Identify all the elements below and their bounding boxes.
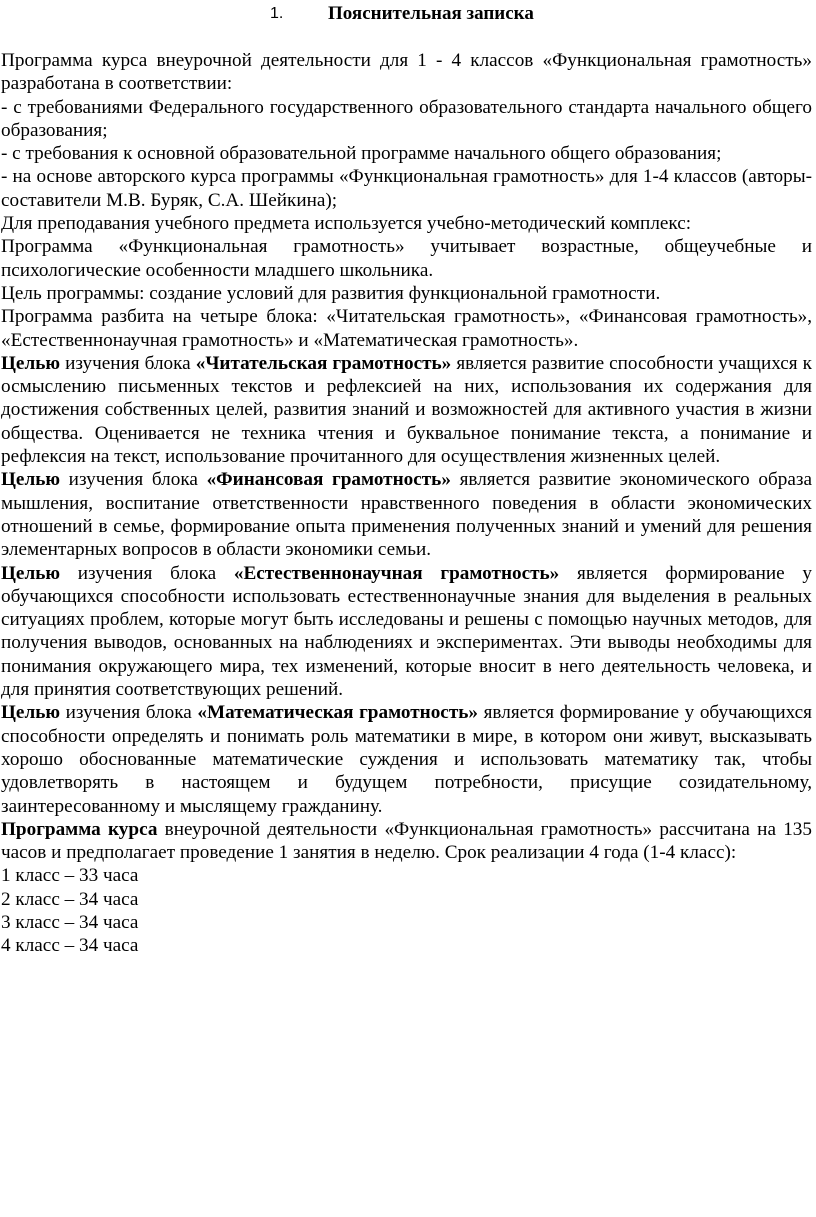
goal-block-name: «Читательская грамотность» bbox=[195, 352, 452, 374]
goal-paragraph-math bbox=[1, 701, 812, 817]
page-title: Пояснительная записка bbox=[328, 3, 534, 24]
hours-line: 3 класс – 34 часа bbox=[1, 911, 139, 933]
goal-text: является развитие экономического образа мышления, воспитание ответственности нравственного поведения в области экономических отношений в семье, формирование опыта применения полученных знаний и умений для решения элементарных вопросов в области экономики семьи. bbox=[1, 469, 812, 561]
goal-block-name: «Естественнонаучная грамотность» bbox=[233, 562, 560, 584]
goal-text: является формирование у обучающихся способности определять и понимать роль математики в мире, в котором они живут, высказывать хорошо обоснованные математические суждения и использовать математику так, чтобы удовлетворять в настоящем и будущем потребности, присущие созидательному, заинтересованному и мыслящему гражданину. bbox=[1, 702, 812, 817]
section-heading bbox=[0, 2, 816, 26]
hours-line: 2 класс – 34 часа bbox=[1, 888, 139, 910]
goal-paragraph-financial bbox=[1, 468, 812, 561]
intro-paragraph: Для преподавания учебного предмета используется учебно-методический комплекс: bbox=[1, 213, 692, 235]
goal-text: является формирование у обучающихся способности использовать естественнонаучные знания для выделения в реальных ситуациях проблем, которые могут быть исследованы и решены с помощью научных методов, для получения выводов, основанных на наблюдениях и экспериментах. Эти выводы необходимы для понимания окружающего мира, тех изменений, которые вносит в него деятельность человека, и для принятия соответствующих решений. bbox=[1, 562, 812, 701]
goal-lead: Целью bbox=[1, 352, 61, 374]
heading-number: 1. bbox=[270, 5, 284, 22]
goal-lead: Целью bbox=[1, 702, 61, 724]
course-text: внеурочной деятельности «Функциональная грамотность» рассчитана на 135 часов и предполагает проведение 1 занятия в неделю. Срок реализации 4 года (1-4 класс): bbox=[1, 818, 812, 864]
intro-paragraph: Программа разбита на четыре блока: «Читательская грамотность», «Финансовая грамотность», «Естественнонаучная грамотность» и «Математическая грамотность». bbox=[1, 306, 812, 351]
intro-paragraph: - с требования к основной образовательной программе начального общего образования; bbox=[1, 143, 722, 165]
intro-paragraph: - с требованиями Федерального государственного образовательного стандарта начального общего образования; bbox=[1, 96, 812, 141]
intro-paragraph: Программа курса внеурочной деятельности для 1 - 4 классов «Функциональная грамотность» разработана в соответствии: bbox=[1, 50, 812, 95]
goal-mid: изучения блока bbox=[60, 469, 207, 491]
course-lead: Программа курса bbox=[1, 818, 158, 840]
goal-paragraph-reading bbox=[1, 352, 812, 468]
goal-text: является развитие способности учащихся к осмыслению письменных текстов и рефлексией на них, использования их содержания для достижения собственных целей, развития знаний и возможностей для активного участия в жизни общества. Оценивается не техника чтения и буквальное понимание текста, а понимание и рефлексия на текст, использование прочитанного для осуществления жизненных целей. bbox=[1, 352, 812, 468]
document-body bbox=[1, 49, 812, 958]
goal-lead: Целью bbox=[1, 469, 61, 491]
intro-paragraph: Цель программы: создание условий для развития функциональной грамотности. bbox=[1, 282, 661, 304]
goal-mid: изучения блока bbox=[60, 562, 234, 584]
intro-paragraph: - на основе авторского курса программы «Функциональная грамотность» для 1-4 классов (авторы-составители М.В. Буряк, С.А. Шейкина); bbox=[1, 166, 812, 211]
goal-paragraph-science bbox=[1, 562, 812, 702]
goal-lead: Целью bbox=[1, 562, 61, 584]
course-paragraph bbox=[1, 818, 812, 865]
goal-mid: изучения блока bbox=[60, 702, 198, 724]
goal-mid: изучения блока bbox=[60, 352, 196, 374]
goal-block-name: «Математическая грамотность» bbox=[197, 702, 478, 724]
goal-block-name: «Финансовая грамотность» bbox=[206, 469, 451, 491]
intro-paragraph: Программа «Функциональная грамотность» учитывает возрастные, общеучебные и психологические особенности младшего школьника. bbox=[1, 236, 812, 281]
hours-line: 4 класс – 34 часа bbox=[1, 935, 139, 957]
hours-line: 1 класс – 33 часа bbox=[1, 865, 139, 887]
